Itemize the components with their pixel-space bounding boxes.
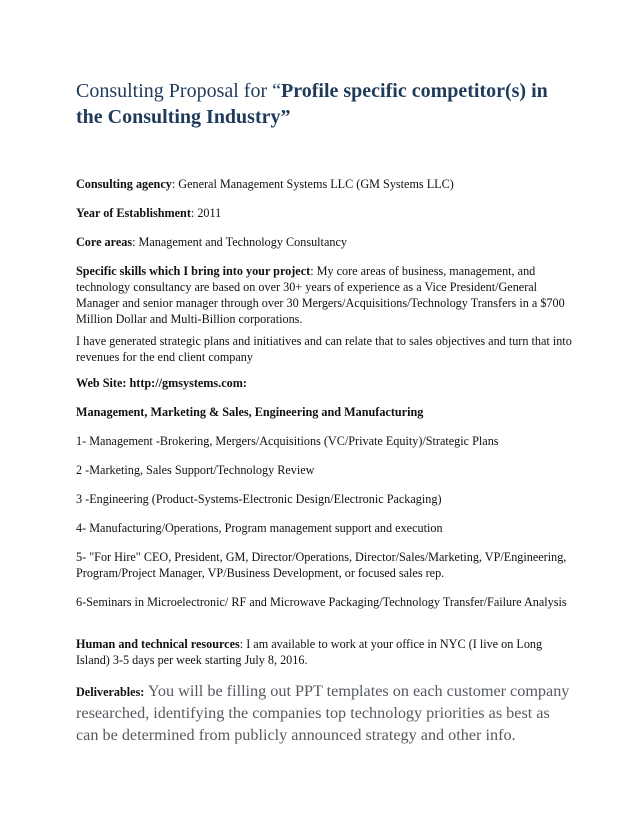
field-separator: : [190,206,198,220]
field-value: Management and Technology Consultancy [138,235,347,249]
field-separator: : [310,264,317,278]
human-technical-resources [76,636,576,668]
field-core-areas [76,234,576,250]
resources-value: I am available to work at your office in NYC (I live on Long Island) 3-5 days per week starting July 8, 2016. [76,637,543,667]
services-heading-text: Management, Marketing & Sales, Engineering and Manufacturing [76,405,424,419]
field-separator: : [171,177,179,191]
service-item: 5- "For Hire" CEO, President, GM, Director/Operations, Director/Sales/Marketing, VP/Engineering, Program/Project Manager, VP/Business Development, or focused sales rep. [76,550,567,580]
field-label: Consulting agency [76,177,172,191]
website [76,375,576,391]
field-value: General Management Systems LLC (GM Systems LLC) [178,177,454,191]
resources-label: Human and technical resources [76,637,240,651]
field-separator: : [132,235,139,249]
service-item: 2 -Marketing, Sales Support/Technology Review [76,463,315,477]
field-year-established [76,205,576,221]
deliverables-label: Deliverables: [76,685,145,699]
field-separator: : [239,637,247,651]
field-consulting-agency [76,176,576,192]
field-label: Core areas [76,235,133,249]
deliverables [76,681,576,747]
service-item: 6-Seminars in Microelectronic/ RF and Microwave Packaging/Technology Transfer/Failure Analysis [76,595,567,609]
document-title [76,78,576,130]
service-item: 1- Management -Brokering, Mergers/Acquisitions (VC/Private Equity)/Strategic Plans [76,434,499,448]
deliverables-value: You will be filling out PPT templates on each customer company researched, identifying the companies top technology priorities as best as can be determined from publicly announced strategy and other info. [76,682,570,744]
field-label: Year of Establishment [76,206,191,220]
field-value: 2011 [197,206,222,220]
title-plain: Consulting Proposal for “ [76,80,281,102]
paragraph-strategic-plans: I have generated strategic plans and initiatives and can relate that to sales objectives and turn that into revenues for the end client company [76,334,572,364]
field-label: Specific skills which I bring into your project [76,264,311,278]
website-text: Web Site: http://gmsystems.com: [76,376,247,390]
field-value: My core areas of business, management, and technology consultancy are based on over 30+ years of experience as a Vice President/General Manager and senior manager through over 30 Mergers/Acquisitions/Technology Transfers in a $700 Million Dollar and Multi-Billion corporations. [76,264,565,326]
services-heading [76,404,576,420]
title-bold: Profile specific competitor(s) in the Consulting Industry” [76,80,548,128]
field-specific-skills [76,263,576,327]
service-item: 3 -Engineering (Product-Systems-Electronic Design/Electronic Packaging) [76,492,442,506]
service-item: 4- Manufacturing/Operations, Program management support and execution [76,521,443,535]
